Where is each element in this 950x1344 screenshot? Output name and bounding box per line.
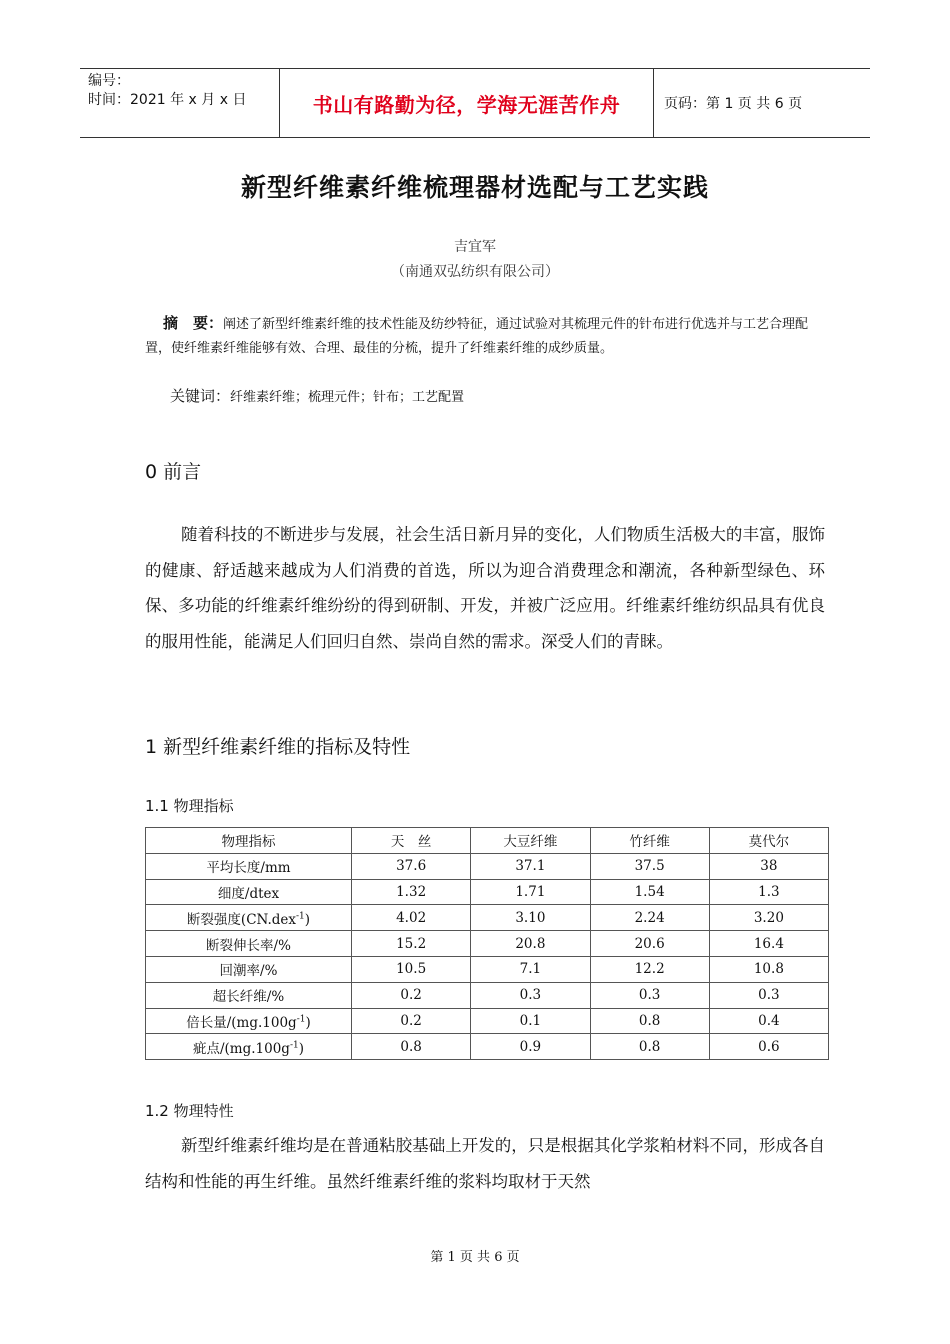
- row-label-cell: [146, 956, 352, 982]
- page-footer: 第 1 页 共 6 页: [430, 1250, 520, 1265]
- document-title: 新型纤维素纤维梳理器材选配与工艺实践: [240, 173, 709, 202]
- table-cell: 15.2: [352, 931, 471, 957]
- table-header-cell: 竹纤维: [590, 828, 709, 854]
- row-label-suffix: ): [298, 1040, 305, 1057]
- table-cell: 1.32: [352, 879, 471, 905]
- table-cell: 0.3: [709, 982, 828, 1008]
- section-0-heading: 0 前言: [145, 461, 202, 483]
- table-cell: 38: [709, 853, 828, 879]
- table-cell: 0.9: [471, 1034, 590, 1060]
- table-cell: 0.2: [352, 1008, 471, 1034]
- keywords-label: 关键词：: [170, 387, 231, 405]
- row-label-cell: [146, 905, 352, 931]
- row-label-suffix: ): [305, 1014, 311, 1031]
- row-label-cell: [146, 931, 352, 957]
- table-row: [146, 1008, 829, 1034]
- row-label-superscript: -1: [289, 1040, 299, 1051]
- row-label: 平均长度/mm: [206, 860, 291, 877]
- row-label: 倍长量/(mg.100g: [186, 1014, 297, 1031]
- table-cell: 0.3: [471, 982, 590, 1008]
- table-header-cell: 大豆纤维: [471, 828, 590, 854]
- table-header-cell: 天 丝: [352, 828, 471, 854]
- row-label-cell: [146, 1034, 352, 1060]
- table-cell: 10.5: [352, 956, 471, 982]
- table-cell: 0.8: [590, 1008, 709, 1034]
- row-label-suffix: ): [304, 911, 311, 928]
- header-meta: [80, 69, 280, 137]
- page-header: [80, 68, 870, 138]
- row-label: 超长纤维/%: [212, 989, 285, 1006]
- table-header-cell: 物理指标: [146, 828, 352, 854]
- table-cell: 0.6: [709, 1034, 828, 1060]
- table-cell: 20.6: [590, 931, 709, 957]
- row-label: 断裂伸长率/%: [206, 937, 291, 954]
- section-0-paragraph: 随着科技的不断进步与发展，社会生活日新月异的变化，人们物质生活极大的丰富，服饰的健康、舒适越来越成为人们消费的首选，所以为迎合消费理念和潮流，各种新型绿色、环保、多功能的纤维素纤维纷纷的得到研制、开发，并被广泛应用。纤维素纤维纺织品具有优良的服用性能，能满足人们回归自然、崇尚自然的需求。深受人们的青睐。: [145, 525, 825, 651]
- table-row: [146, 853, 829, 879]
- table-cell: 0.2: [352, 982, 471, 1008]
- section-1-2-heading: 1.2 物理特性: [145, 1102, 234, 1120]
- number-label: 编号：: [88, 73, 130, 89]
- header-page-info: 页码：第 1 页 共 6 页: [664, 96, 803, 112]
- table-cell: 1.3: [709, 879, 828, 905]
- table-cell: 20.8: [471, 931, 590, 957]
- table-cell: 37.5: [590, 853, 709, 879]
- table-cell: 16.4: [709, 931, 828, 957]
- row-label-cell: [146, 879, 352, 905]
- table-cell: 4.02: [352, 905, 471, 931]
- author-name: 吉宜军: [454, 239, 496, 255]
- table-cell: 0.8: [590, 1034, 709, 1060]
- section-1-1-heading: 1.1 物理指标: [145, 797, 234, 815]
- header-motto: 书山有路勤为径，学海无涯苦作舟: [280, 69, 654, 137]
- row-label: 断裂强度(CN.dex: [186, 911, 297, 928]
- table-cell: 0.8: [352, 1034, 471, 1060]
- row-label-superscript: -1: [296, 911, 305, 922]
- table-row: [146, 905, 829, 931]
- table-cell: 10.8: [709, 956, 828, 982]
- table-cell: 1.54: [590, 879, 709, 905]
- table-cell: 0.4: [709, 1008, 828, 1034]
- table-cell: 37.6: [352, 853, 471, 879]
- table-row: [146, 931, 829, 957]
- row-label-cell: [146, 982, 352, 1008]
- table-row: [146, 956, 829, 982]
- row-label: 细度/dtex: [217, 885, 280, 902]
- table-cell: 0.1: [471, 1008, 590, 1034]
- table-cell: 12.2: [590, 956, 709, 982]
- table-cell: 37.1: [471, 853, 590, 879]
- section-1-2-paragraph: 新型纤维素纤维均是在普通粘胶基础上开发的，只是根据其化学浆粕材料不同，形成各自结构和性能的再生纤维。虽然纤维素纤维的浆料均取材于天然: [145, 1136, 825, 1191]
- abstract-label: 摘 要：: [163, 314, 224, 332]
- table-cell: 3.10: [471, 905, 590, 931]
- table-cell: 7.1: [471, 956, 590, 982]
- time-label: 时间：2021 年 x 月 x 日: [88, 92, 247, 108]
- table-cell: 0.3: [590, 982, 709, 1008]
- table-header-cell: 莫代尔: [709, 828, 828, 854]
- table-cell: 1.71: [471, 879, 590, 905]
- abstract: [145, 311, 815, 361]
- row-label: 疵点/(mg.100g: [192, 1040, 290, 1057]
- physical-index-table: [145, 827, 829, 1060]
- keywords-text: 纤维素纤维；梳理元件；针布；工艺配置: [230, 390, 465, 405]
- table-cell: 2.24: [590, 905, 709, 931]
- row-label: 回潮率/%: [219, 963, 278, 980]
- row-label-cell: [146, 1008, 352, 1034]
- table-row: [146, 1034, 829, 1060]
- row-label-superscript: -1: [296, 1014, 306, 1025]
- author-affiliation: （南通双弘纺织有限公司）: [391, 264, 559, 280]
- table-row: [146, 879, 829, 905]
- table-header-row: [146, 828, 829, 854]
- table-cell: 3.20: [709, 905, 828, 931]
- keywords: [170, 384, 464, 410]
- section-1-heading: 1 新型纤维素纤维的指标及特性: [145, 736, 411, 758]
- abstract-text: 阐述了新型纤维素纤维的技术性能及纺纱特征，通过试验对其梳理元件的针布进行优选并与工艺合理配置，使纤维素纤维能够有效、合理、最佳的分梳，提升了纤维素纤维的成纱质量。: [145, 317, 809, 356]
- row-label-cell: [146, 853, 352, 879]
- table-row: [146, 982, 829, 1008]
